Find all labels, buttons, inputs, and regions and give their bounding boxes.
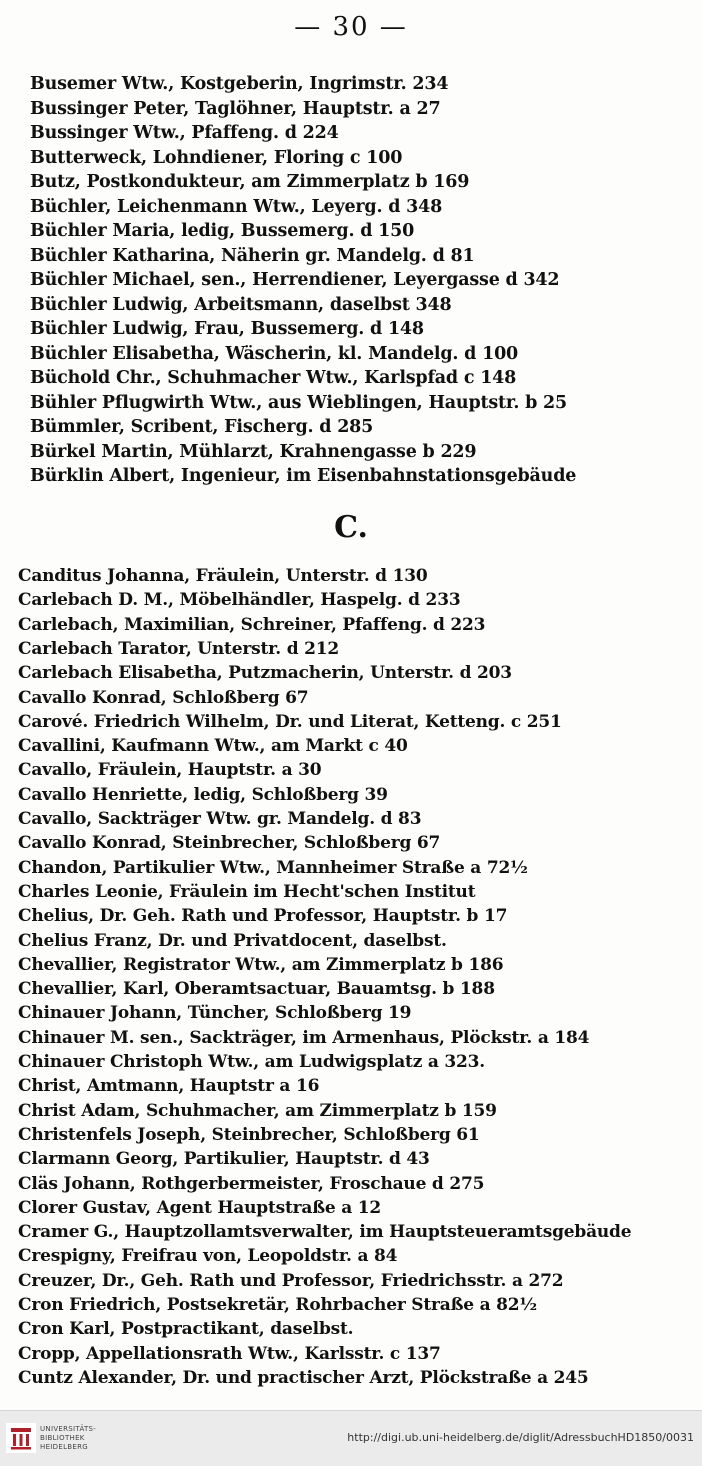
directory-entry: Busemer Wtw., Kostgeberin, Ingrimstr. 234 [30,74,449,94]
directory-entry: Cavallo Konrad, Schloßberg 67 [18,687,309,708]
directory-entry: Bussinger Peter, Taglöhner, Hauptstr. a 27 [30,98,441,119]
directory-entry: Büchler Maria, ledig, Bussemerg. d 150 [30,221,415,241]
directory-entry: Büchler Katharina, Näherin gr. Mandelg. d 81 [30,245,475,266]
directory-entry: Chelius Franz, Dr. und Privatdocent, daselbst. [18,930,447,951]
directory-entry: Cuntz Alexander, Dr. und practischer Arzt, Plöckstraße a 245 [18,1367,589,1388]
directory-entry: Büchler Ludwig, Frau, Bussemerg. d 148 [30,319,424,339]
section-letter: C. [334,510,368,545]
page-number: — 30 — [294,12,408,42]
directory-entry: Büchler Michael, sen., Herrendiener, Leyergasse d 342 [30,270,560,290]
directory-entry: Büchler, Leichenmann Wtw., Leyerg. d 348 [30,196,443,217]
directory-entry: Carlebach D. M., Möbelhändler, Haspelg. d 233 [18,590,461,611]
directory-entry: Cavallo, Sackträger Wtw. gr. Mandelg. d 83 [18,809,422,829]
directory-entry: Cavallo, Fräulein, Hauptstr. a 30 [18,760,322,781]
directory-entry: Butterweck, Lohndiener, Floring c 100 [30,147,403,168]
library-name-line: HEIDELBERG [40,1443,88,1451]
directory-entry: Cavallini, Kaufmann Wtw., am Markt c 40 [18,736,408,757]
directory-entry: Büchler Ludwig, Arbeitsmann, daselbst 348 [30,294,452,315]
directory-entry: Creuzer, Dr., Geh. Rath und Professor, Friedrichsstr. a 272 [18,1270,564,1291]
directory-entry: Cläs Johann, Rothgerbermeister, Froschaue d 275 [18,1173,485,1194]
directory-entry: Christenfels Joseph, Steinbrecher, Schloßberg 61 [18,1124,480,1145]
directory-entry: Cramer G., Hauptzollamtsverwalter, im Hauptsteueramtsgebäude [18,1222,632,1243]
directory-entry: Carlebach, Maximilian, Schreiner, Pfaffeng. d 223 [18,614,486,635]
directory-entry: Carové. Friedrich Wilhelm, Dr. und Literat, Ketteng. c 251 [18,711,562,732]
directory-entry: Butz, Postkondukteur, am Zimmerplatz b 169 [30,172,470,192]
library-name [40,1425,130,1452]
directory-entry: Büchold Chr., Schuhmacher Wtw., Karlspfad c 148 [30,368,517,388]
directory-entry: Chinauer Johann, Tüncher, Schloßberg 19 [18,1003,412,1024]
directory-entry: Christ Adam, Schuhmacher, am Zimmerplatz b 159 [18,1100,497,1121]
directory-entry: Clarmann Georg, Partikulier, Hauptstr. d 43 [18,1149,430,1170]
directory-entry: Clorer Gustav, Agent Hauptstraße a 12 [18,1197,382,1218]
directory-entry: Carlebach Elisabetha, Putzmacherin, Unterstr. d 203 [18,663,512,684]
directory-entry: Cavallo Henriette, ledig, Schloßberg 39 [18,784,388,805]
directory-entry: Cron Friedrich, Postsekretär, Rohrbacher Straße a 82½ [18,1295,537,1315]
directory-entry: Chinauer M. sen., Sackträger, im Armenhaus, Plöckstr. a 184 [18,1027,590,1048]
directory-entry: Chelius, Dr. Geh. Rath und Professor, Hauptstr. b 17 [18,906,508,927]
directory-entry: Bühler Pflugwirth Wtw., aus Wieblingen, Hauptstr. b 25 [30,392,567,413]
directory-entry: Christ, Amtmann, Hauptstr a 16 [18,1076,320,1097]
library-logo-icon [6,1423,36,1453]
directory-entry: Cropp, Appellationsrath Wtw., Karlsstr. c 137 [18,1343,441,1364]
directory-entry: Büchler Elisabetha, Wäscherin, kl. Mandelg. d 100 [30,343,519,364]
directory-entry: Bümmler, Scribent, Fischerg. d 285 [30,417,374,437]
directory-entry: Cavallo Konrad, Steinbrecher, Schloßberg 67 [18,833,441,854]
directory-entry: Canditus Johanna, Fräulein, Unterstr. d 130 [18,566,428,586]
directory-entry: Cron Karl, Postpractikant, daselbst. [18,1319,354,1340]
directory-entry: Chandon, Partikulier Wtw., Mannheimer Straße a 72½ [18,857,528,878]
footer-bar [0,1410,702,1466]
library-name-line: UNIVERSITÄTS- [40,1425,97,1433]
library-name-line: BIBLIOTHEK [40,1434,85,1442]
directory-entry: Carlebach Tarator, Unterstr. d 212 [18,638,340,659]
directory-entry: Chevallier, Karl, Oberamtsactuar, Bauamtsg. b 188 [18,979,495,1000]
directory-entry: Bussinger Wtw., Pfaffeng. d 224 [30,123,339,143]
directory-entry: Bürkel Martin, Mühlarzt, Krahnengasse b 229 [30,441,477,462]
directory-entry: Chinauer Christoph Wtw., am Ludwigsplatz a 323. [18,1052,486,1072]
source-url-link[interactable]: http://digi.ub.uni-heidelberg.de/diglit/AdressbuchHD1850/0031 [347,1431,694,1444]
directory-entry: Bürklin Albert, Ingenieur, im Eisenbahnstationsgebäude [30,466,577,486]
directory-entry: Chevallier, Registrator Wtw., am Zimmerplatz b 186 [18,954,504,975]
directory-entry: Charles Leonie, Fräulein im Hecht'schen Institut [18,881,476,902]
directory-entry: Crespigny, Freifrau von, Leopoldstr. a 84 [18,1246,398,1267]
